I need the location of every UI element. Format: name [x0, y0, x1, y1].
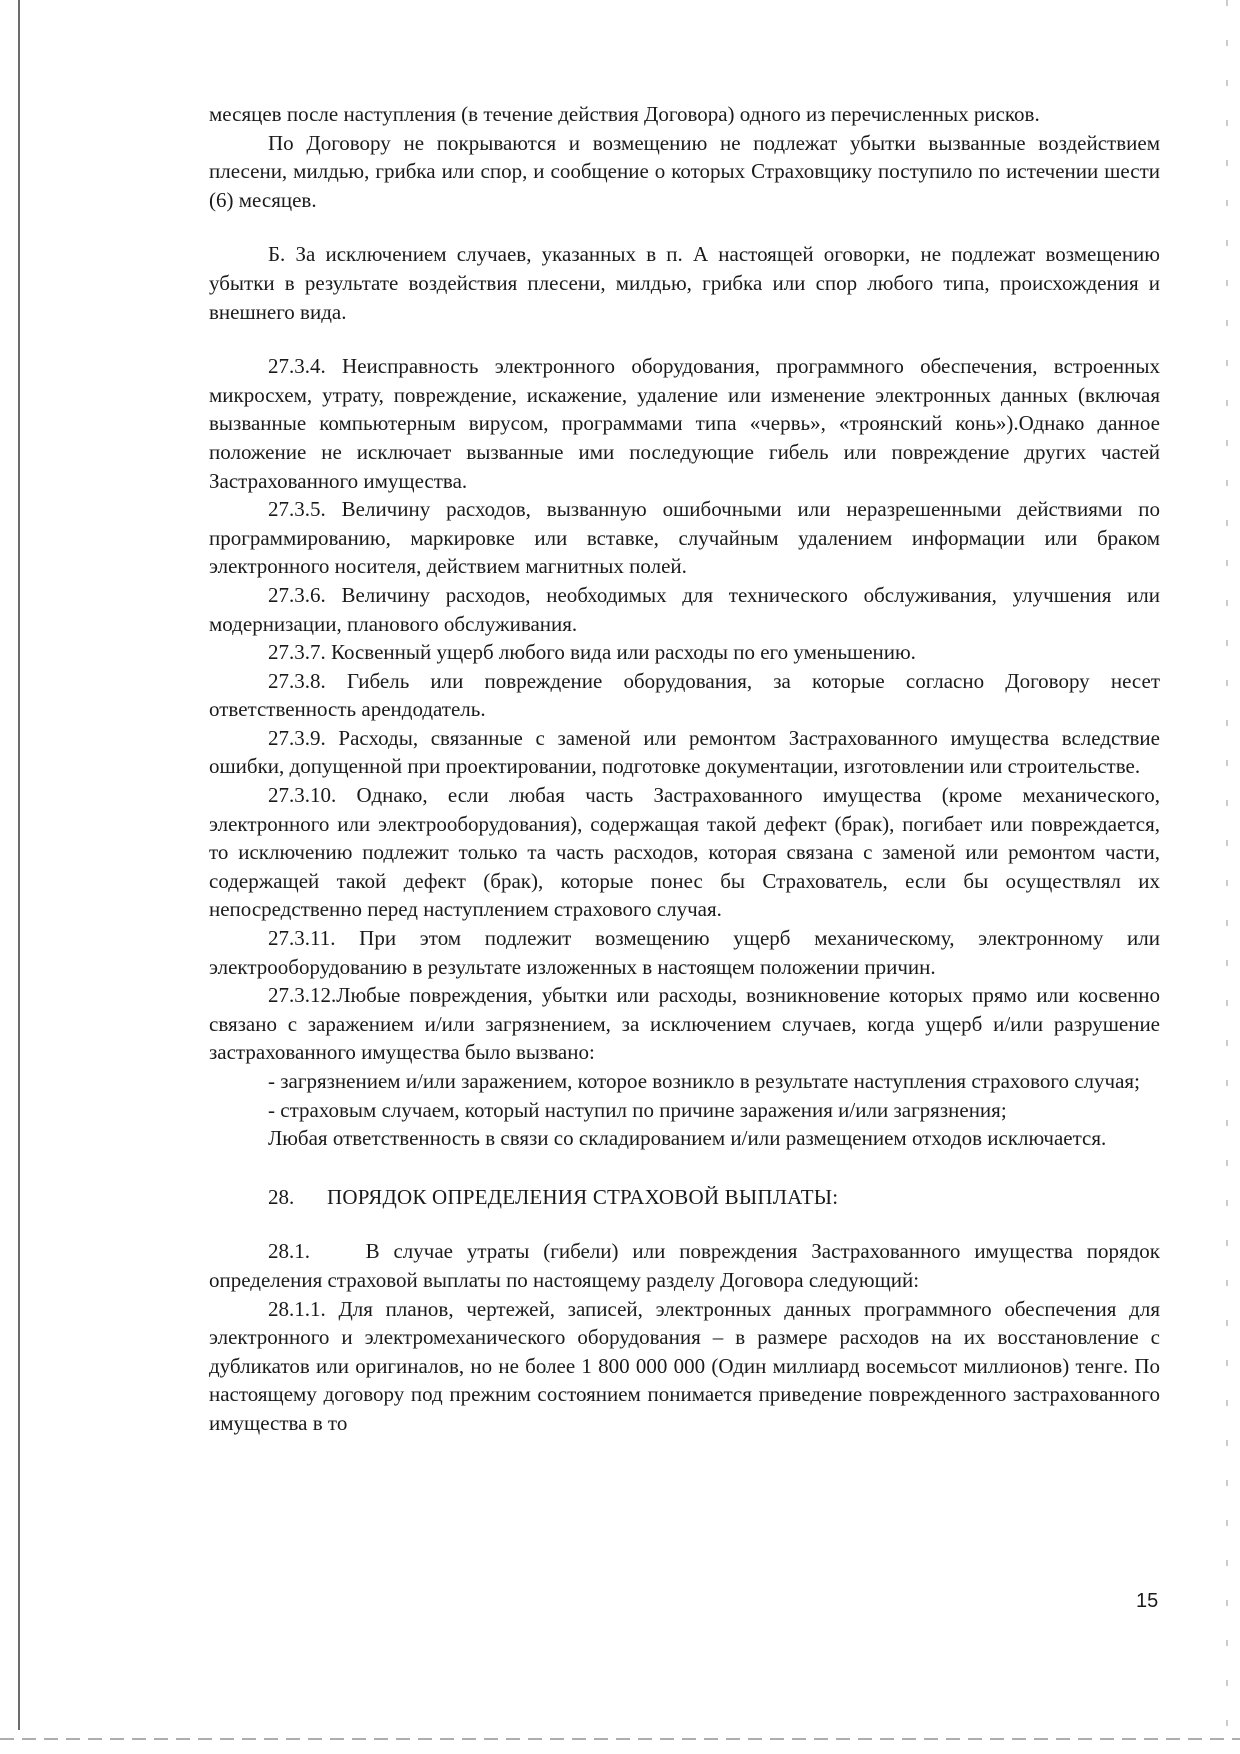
clause-27-3-7: 27.3.7. Косвенный ущерб любого вида или расходы по его уменьшению.	[268, 640, 916, 665]
clause-27-3-10: 27.3.10. Однако, если любая часть Застрахованного имущества (кроме механического, электронного или электрооборудования), содержащая такой дефект (брак), погибает или повреждается, то исключению подлежит только та часть расходов, которая связана с заменой или ремонтом части, содержащей такой дефект (брак), которые понес бы Страхователь, если бы осуществлял их непосредственно перед наступлением страхового случая.	[209, 783, 1160, 922]
section-heading	[209, 1183, 1160, 1212]
clause-27-3-8: 27.3.8. Гибель или повреждение оборудования, за которые согласно Договору несет ответственность арендодатель.	[209, 668, 1160, 722]
clause-27-3-12-item-1: - загрязнением и/или заражением, которое возникло в результате наступления страхового случая;	[268, 1069, 1140, 1093]
clause-28-1-text: В случае утраты (гибели) или повреждения Застрахованного имущества порядок определения страховой выплаты по настоящему разделу Договора следующий:	[209, 1239, 1160, 1292]
clause-27-3-11: 27.3.11. При этом подлежит возмещению ущерб механическому, электронному или электрооборудованию в результате изложенных в настоящем положении причин.	[209, 926, 1160, 979]
clause-28-1-1: 28.1.1. Для планов, чертежей, записей, электронных данных программного обеспечения для электронного и электромеханического оборудования – в размере расходов на их восстановление с дубликатов или оригиналов, но не более 1 800 000 000 (Один миллиард восемьсот миллионов) тенге. По настоящему договору под прежним состоянием понимается приведение поврежденного застрахованного имущества в то	[209, 1296, 1160, 1435]
clause-27-3-6: 27.3.6. Величину расходов, необходимых для технического обслуживания, улучшения или модернизации, планового обслуживания.	[209, 582, 1160, 636]
clause-27-3-5: 27.3.5. Величину расходов, вызванную ошибочными или неразрешенными действиями по программированию, маркировке или вставке, случайным удалением информации или браком электронного носителя, действием магнитных полей.	[209, 497, 1160, 579]
clause-27-3-9: 27.3.9. Расходы, связанные с заменой или ремонтом Застрахованного имущества вследствие ошибки, допущенной при проектировании, подготовке документации, изготовлении или строительстве.	[209, 725, 1160, 779]
paragraph-b-exclusion: Б. За исключением случаев, указанных в п. А настоящей оговорки, не подлежат возмещению убытки в результате воздействия плесени, милдью, грибка или спор любого типа, происхождения и внешнего вида.	[209, 242, 1160, 324]
scan-edge-left	[18, 0, 20, 1730]
page-number: 15	[1136, 1590, 1159, 1612]
section-number: 28.	[268, 1184, 295, 1209]
scan-edge-bottom	[0, 1738, 1240, 1740]
clause-28-1-number: 28.1.	[268, 1239, 310, 1264]
scan-edge-right	[1226, 0, 1228, 1740]
clause-27-3-4: 27.3.4. Неисправность электронного оборудования, программного обеспечения, встроенных микросхем, утрату, повреждение, искажение, удаление или изменение электронных данных (включая вызванные компьютерным вирусом, программами типа «червь», «троянский конь»).Однако данное положение не исключает вызванные ими последующие гибель или повреждение других частей Застрахованного имущества.	[209, 354, 1160, 493]
clause-27-3-12-item-2: - страховым случаем, который наступил по причине заражения и/или загрязнения;	[268, 1097, 1007, 1122]
paragraph-mold-exclusion: По Договору не покрываются и возмещению не подлежат убытки вызванные воздействием плесени, милдью, грибка или спор, и сообщение о которых Страховщику поступило по истечении шести (6) месяцев.	[209, 130, 1160, 212]
waste-liability-exclusion: Любая ответственность в связи со складированием и/или размещением отходов исключается.	[268, 1126, 1107, 1151]
paragraph-continuation: месяцев после наступления (в течение действия Договора) одного из перечисленных рисков.	[209, 102, 1040, 126]
clause-27-3-12: 27.3.12.Любые повреждения, убытки или расходы, возникновение которых прямо или косвенно связано с заражением и/или загрязнением, за исключением случаев, когда ущерб и/или разрушение застрахованного имущества было вызвано:	[209, 983, 1160, 1065]
clause-28-1	[209, 1237, 1160, 1294]
section-title: ПОРЯДОК ОПРЕДЕЛЕНИЯ СТРАХОВОЙ ВЫПЛАТЫ:	[327, 1184, 839, 1209]
document-page	[209, 100, 1160, 1438]
